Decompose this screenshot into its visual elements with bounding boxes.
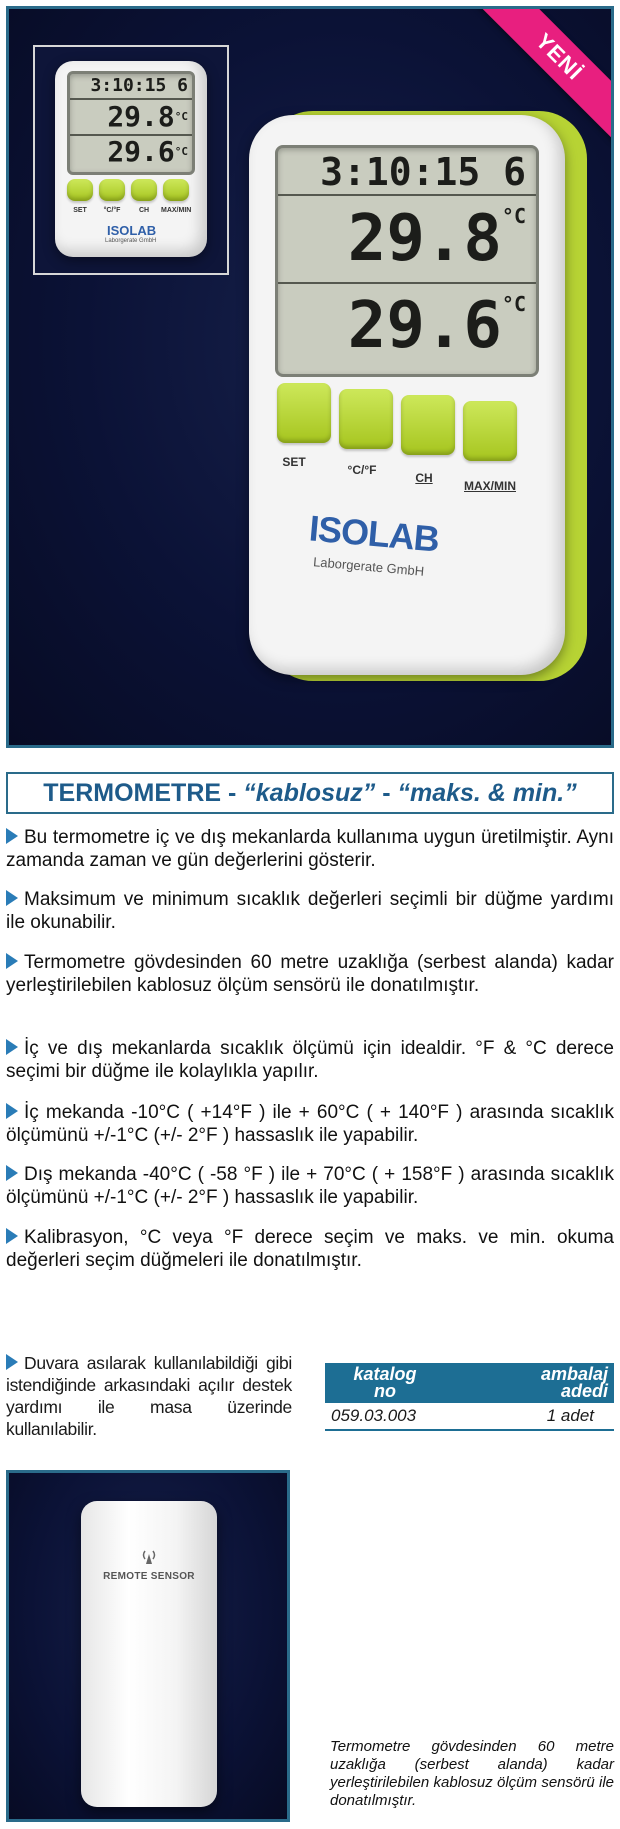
inset-logo: ISOLAB <box>107 223 157 238</box>
label-set: SET <box>282 455 306 469</box>
inset-lcd-indoor: $29.8^{^\circ C}$ <box>70 100 192 136</box>
main-lcd <box>275 145 539 377</box>
remote-sensor-device <box>81 1501 217 1807</box>
inset-label-unit: °C/°F <box>103 207 121 214</box>
inset-lcd-outdoor: $29.6^{^\circ C}$ <box>107 135 188 168</box>
signal-icon <box>139 1547 159 1565</box>
sensor-photo <box>6 1470 290 1822</box>
inset-label-maxmin: MAX/MIN <box>161 207 192 214</box>
lcd-indoor-temp: $29.8^{^\circ C}$ <box>278 196 536 284</box>
sensor-caption: Termometre gövdesinden 60 metre uzaklığa (serbest alanda) kadar yerleştirilebilen kablosuz ölçüm sensörü ile donatılmıştır. <box>330 1738 614 1809</box>
bullet-arrow-icon <box>6 890 18 906</box>
title-wireless: “kablosuz” <box>243 779 376 807</box>
catalog-number: 059.03.003 <box>331 1406 417 1425</box>
inset-button-unit <box>99 179 125 201</box>
product-title: TERMOMETRE - “kablosuz” - “maks. & min.” <box>6 772 614 814</box>
bullet-arrow-icon <box>6 953 18 969</box>
table-row <box>325 1403 614 1431</box>
inset-logo-sub: Laborgerate GmbH <box>105 238 157 244</box>
label-ch: CH <box>415 471 433 485</box>
title-maxmin: “maks. & min.” <box>397 779 577 807</box>
inset-label-ch: CH <box>138 207 150 214</box>
label-maxmin: MAX/MIN <box>464 479 516 493</box>
feature-paragraph-3: Termometre gövdesinden 60 metre uzaklığa (serbest alanda) kadar yerleştirilebilen kablosuz ölçüm sensörü ile donatılmıştır. <box>6 952 614 996</box>
button-set <box>277 383 331 443</box>
lcd-outdoor-temp: $29.6^{^\circ C}$ <box>347 289 526 363</box>
bullet-arrow-icon <box>6 1228 18 1244</box>
header-pack-qty: ambalaj adedi <box>540 1364 608 1401</box>
product-photo <box>6 6 614 748</box>
isolab-logo: ISOLAB <box>307 507 441 560</box>
main-device <box>249 115 565 675</box>
feature-paragraph-2: Maksimum ve minimum sıcaklık değerleri seçimli bir düğme yardımı ile okunabilir. <box>6 889 614 933</box>
feature-paragraph-6: Dış mekanda -40°C ( -58 °F ) ile + 70°C ( + 158°F ) arasında sıcaklık ölçümünü +/-1°C (+/- 2°F ) hassaslık ile yapabilir. <box>6 1164 614 1208</box>
feature-paragraph-1: Bu termometre iç ve dış mekanlarda kullanıma uygun üretilmiştir. Aynı zamanda zaman ve gün değerlerini gösterir. <box>6 827 614 871</box>
inset-lcd <box>67 71 195 175</box>
lcd-time: 3:10:15 6 <box>278 148 536 196</box>
title-main: TERMOMETRE <box>43 779 222 807</box>
inset-button-ch <box>131 179 157 201</box>
feature-paragraph-5: İç mekanda -10°C ( +14°F ) ile + 60°C ( + 140°F ) arasında sıcaklık ölçümünü +/-1°C (+/- 2°F ) hassaslık ile yapabilir. <box>6 1102 614 1146</box>
label-unit: °C/°F <box>347 463 377 477</box>
inset-lcd-time: 3:10:15 6 <box>70 74 192 100</box>
bullet-arrow-icon <box>6 1354 18 1370</box>
pack-quantity: 1 adet <box>546 1406 594 1425</box>
inset-label-set: SET <box>73 207 87 214</box>
bullet-arrow-icon <box>6 828 18 844</box>
bullet-arrow-icon <box>6 1039 18 1055</box>
button-maxmin <box>463 401 517 461</box>
isolab-logo-sub: Laborgerate GmbH <box>312 554 425 579</box>
catalog-table-header <box>325 1363 614 1403</box>
feature-paragraph-7: Kalibrasyon, °C veya °F derece seçim ve maks. ve min. okuma değerleri seçim düğmeleri ile donatılmıştır. <box>6 1227 614 1271</box>
feature-paragraph-8: Duvara asılarak kullanılabildiği gibi istendiğinde arkasındaki açılır destek yardımı ile masa üzerinde kullanılabilir. <box>6 1353 292 1439</box>
inset-button-set <box>67 179 93 201</box>
catalog-table <box>325 1363 614 1431</box>
bullet-arrow-icon <box>6 1103 18 1119</box>
header-catalog-no: katalog no <box>353 1364 417 1401</box>
inset-button-maxmin <box>163 179 189 201</box>
inset-device <box>55 61 207 257</box>
inset-photo <box>33 45 229 275</box>
new-badge: YENİ <box>474 6 614 142</box>
bullet-arrow-icon <box>6 1165 18 1181</box>
button-ch <box>401 395 455 455</box>
sensor-label: REMOTE SENSOR <box>103 1571 195 1582</box>
button-unit <box>339 389 393 449</box>
feature-paragraph-4: İç ve dış mekanlarda sıcaklık ölçümü için idealdir. °F & °C derece seçimi bir düğme ile kolaylıkla yapılır. <box>6 1038 614 1082</box>
